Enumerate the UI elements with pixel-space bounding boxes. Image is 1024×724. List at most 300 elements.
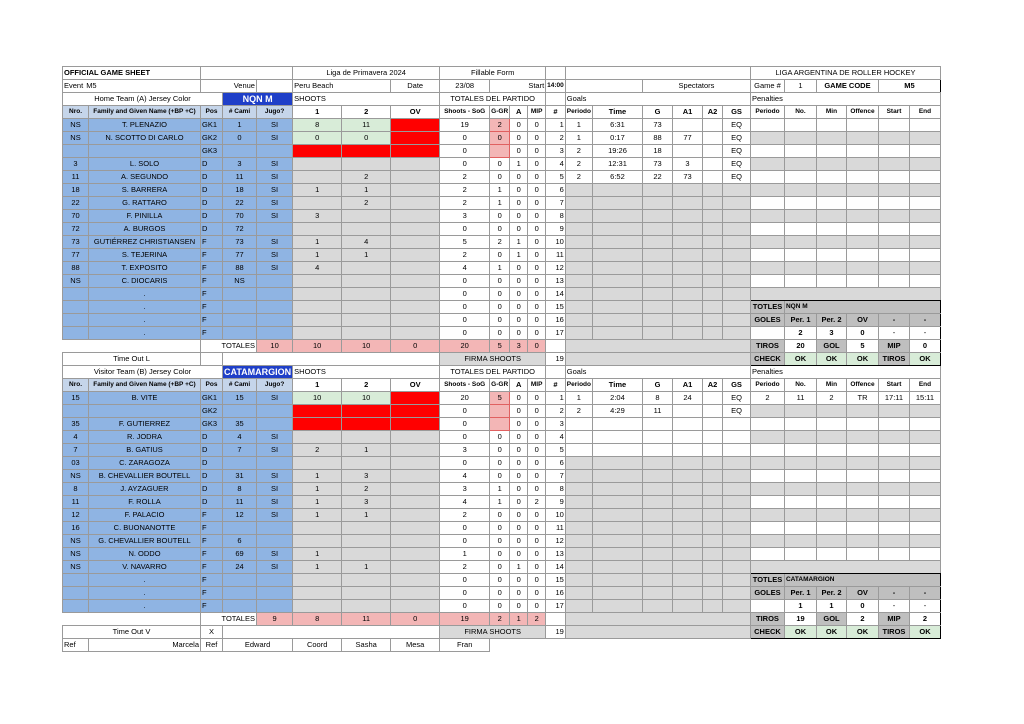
- player-jugo[interactable]: SI: [256, 483, 292, 496]
- player-nro[interactable]: 15: [63, 392, 89, 405]
- player-jugo[interactable]: [256, 314, 292, 327]
- player-shoots-p1[interactable]: [293, 431, 342, 444]
- player-name[interactable]: S. BARRERA: [89, 184, 201, 197]
- player-shoots-p2[interactable]: [342, 262, 391, 275]
- player-shoots-p2[interactable]: 1: [342, 184, 391, 197]
- player-cami[interactable]: 88: [223, 262, 257, 275]
- player-shoots-ov[interactable]: [391, 483, 440, 496]
- player-nro[interactable]: 35: [63, 418, 89, 431]
- col-name: Family and Given Name (+BP +C): [89, 106, 201, 119]
- player-jugo[interactable]: SI: [256, 210, 292, 223]
- player-nro[interactable]: [63, 301, 89, 314]
- tiros-label: TIROS: [750, 340, 784, 353]
- blank: [750, 561, 940, 574]
- player-nro[interactable]: 4: [63, 431, 89, 444]
- player-shoots-p1[interactable]: [293, 574, 342, 587]
- player-jugo[interactable]: SI: [256, 171, 292, 184]
- player-shoots-p1[interactable]: [293, 587, 342, 600]
- player-shoots-p1[interactable]: 2: [293, 444, 342, 457]
- player-jugo[interactable]: [256, 145, 292, 158]
- player-shoots-p2[interactable]: [342, 301, 391, 314]
- player-shoots-ov[interactable]: [391, 548, 440, 561]
- player-nro[interactable]: NS: [63, 132, 89, 145]
- player-cami[interactable]: [223, 457, 257, 470]
- penalty-cell: [750, 431, 784, 444]
- player-nro[interactable]: NS: [63, 470, 89, 483]
- ref1-name[interactable]: Marcela: [89, 639, 201, 652]
- player-name[interactable]: J. AYZAGUER: [89, 483, 201, 496]
- player-cami[interactable]: [223, 522, 257, 535]
- player-shoots-p2[interactable]: [342, 145, 391, 158]
- player-name[interactable]: G. RATTARO: [89, 197, 201, 210]
- player-sog: 2: [440, 509, 490, 522]
- player-jugo[interactable]: [256, 600, 292, 613]
- player-cami[interactable]: 4: [223, 431, 257, 444]
- player-shoots-p2[interactable]: 11: [342, 119, 391, 132]
- player-shoots-p1[interactable]: [293, 405, 342, 418]
- player-shoots-p2[interactable]: 1: [342, 561, 391, 574]
- player-shoots-p1[interactable]: [293, 314, 342, 327]
- goal-gs: [722, 249, 750, 262]
- goal-row-number: 2: [546, 405, 566, 418]
- player-nro[interactable]: 8: [63, 483, 89, 496]
- player-cami[interactable]: [223, 574, 257, 587]
- player-shoots-p2[interactable]: [342, 548, 391, 561]
- player-shoots-p2[interactable]: [342, 158, 391, 171]
- player-shoots-ov[interactable]: [391, 288, 440, 301]
- player-shoots-p2[interactable]: 4: [342, 236, 391, 249]
- game-value[interactable]: 1: [784, 80, 816, 93]
- player-name[interactable]: [89, 405, 201, 418]
- player-jugo[interactable]: SI: [256, 392, 292, 405]
- player-shoots-ov[interactable]: [391, 249, 440, 262]
- player-a: 0: [510, 574, 528, 587]
- player-name[interactable]: S. TEJERINA: [89, 249, 201, 262]
- timeout-mark[interactable]: [201, 353, 223, 366]
- player-name[interactable]: A. BURGOS: [89, 223, 201, 236]
- player-shoots-p1[interactable]: [293, 535, 342, 548]
- player-shoots-p1[interactable]: 1: [293, 561, 342, 574]
- player-shoots-ov[interactable]: [391, 561, 440, 574]
- player-cami[interactable]: 72: [223, 223, 257, 236]
- player-shoots-p1[interactable]: [293, 223, 342, 236]
- penalty-cell: [816, 158, 846, 171]
- penalty-cell: [846, 522, 878, 535]
- player-shoots-p2[interactable]: [342, 327, 391, 340]
- player-name[interactable]: N. SCOTTO DI CARLO: [89, 132, 201, 145]
- player-cami[interactable]: 70: [223, 210, 257, 223]
- player-shoots-ov[interactable]: [391, 418, 440, 431]
- player-jugo[interactable]: SI: [256, 132, 292, 145]
- player-pos: GK2: [201, 405, 223, 418]
- penalty-cell: [909, 483, 940, 496]
- player-shoots-p2[interactable]: 3: [342, 470, 391, 483]
- player-name[interactable]: R. JODRA: [89, 431, 201, 444]
- player-cami[interactable]: [223, 587, 257, 600]
- timeout-mark[interactable]: X: [201, 626, 223, 639]
- player-shoots-ov[interactable]: [391, 210, 440, 223]
- player-nro[interactable]: 70: [63, 210, 89, 223]
- player-cami[interactable]: [223, 288, 257, 301]
- player-shoots-ov[interactable]: [391, 509, 440, 522]
- player-shoots-ov[interactable]: [391, 431, 440, 444]
- col-jugo: Jugo?: [256, 106, 292, 119]
- player-jugo[interactable]: SI: [256, 548, 292, 561]
- player-nro[interactable]: 7: [63, 444, 89, 457]
- player-shoots-ov[interactable]: [391, 301, 440, 314]
- player-cami[interactable]: 77: [223, 249, 257, 262]
- player-jugo[interactable]: [256, 418, 292, 431]
- player-cami[interactable]: 73: [223, 236, 257, 249]
- player-name[interactable]: F. PALACIO: [89, 509, 201, 522]
- player-jugo[interactable]: SI: [256, 236, 292, 249]
- player-cami[interactable]: 11: [223, 496, 257, 509]
- player-name[interactable]: .: [89, 600, 201, 613]
- player-nro[interactable]: 11: [63, 496, 89, 509]
- player-shoots-p1[interactable]: [293, 158, 342, 171]
- player-pos: F: [201, 249, 223, 262]
- player-mip: 0: [528, 184, 546, 197]
- goal-scorer: [642, 457, 672, 470]
- player-name[interactable]: F. ROLLA: [89, 496, 201, 509]
- ref-label-2: Ref: [201, 639, 223, 652]
- player-nro[interactable]: 73: [63, 236, 89, 249]
- penalty-cell: [909, 145, 940, 158]
- player-shoots-ov[interactable]: [391, 236, 440, 249]
- player-nro[interactable]: [63, 587, 89, 600]
- player-cami[interactable]: 22: [223, 197, 257, 210]
- player-shoots-p1[interactable]: [293, 418, 342, 431]
- summary-dash: -: [878, 327, 909, 340]
- player-shoots-p2[interactable]: [342, 587, 391, 600]
- player-jugo[interactable]: SI: [256, 249, 292, 262]
- player-shoots-p1[interactable]: [293, 275, 342, 288]
- player-shoots-p1[interactable]: 1: [293, 249, 342, 262]
- player-shoots-p1[interactable]: [293, 301, 342, 314]
- player-shoots-p2[interactable]: 1: [342, 509, 391, 522]
- player-name[interactable]: F. PINILLA: [89, 210, 201, 223]
- player-jugo[interactable]: SI: [256, 561, 292, 574]
- penalty-cell: [784, 184, 816, 197]
- player-name[interactable]: C. ZARAGOZA: [89, 457, 201, 470]
- player-nro[interactable]: NS: [63, 119, 89, 132]
- player-nro[interactable]: 77: [63, 249, 89, 262]
- player-shoots-p2[interactable]: [342, 522, 391, 535]
- player-shoots-p1[interactable]: 1: [293, 236, 342, 249]
- player-name[interactable]: T. EXPOSITO: [89, 262, 201, 275]
- player-shoots-p2[interactable]: 1: [342, 444, 391, 457]
- player-cami[interactable]: NS: [223, 275, 257, 288]
- player-nro[interactable]: [63, 288, 89, 301]
- player-name[interactable]: .: [89, 587, 201, 600]
- player-name[interactable]: .: [89, 288, 201, 301]
- player-shoots-p1[interactable]: [293, 600, 342, 613]
- blank: [223, 626, 440, 639]
- player-cami[interactable]: [223, 145, 257, 158]
- player-cami[interactable]: 15: [223, 392, 257, 405]
- player-jugo[interactable]: SI: [256, 509, 292, 522]
- penalty-cell: [846, 184, 878, 197]
- player-cami[interactable]: 69: [223, 548, 257, 561]
- player-nro[interactable]: 88: [63, 262, 89, 275]
- player-cami[interactable]: 12: [223, 509, 257, 522]
- goal-time: [592, 535, 642, 548]
- player-nro[interactable]: [63, 145, 89, 158]
- player-ggr: 0: [490, 548, 510, 561]
- player-nro[interactable]: [63, 574, 89, 587]
- player-name[interactable]: [89, 145, 201, 158]
- player-shoots-p1[interactable]: [293, 171, 342, 184]
- penalty-cell: [816, 236, 846, 249]
- player-jugo[interactable]: [256, 587, 292, 600]
- player-jugo[interactable]: SI: [256, 496, 292, 509]
- player-nro[interactable]: 11: [63, 171, 89, 184]
- player-name[interactable]: F. GUTIERREZ: [89, 418, 201, 431]
- player-jugo[interactable]: SI: [256, 262, 292, 275]
- ref2-name[interactable]: Edward: [223, 639, 293, 652]
- player-shoots-p1[interactable]: [293, 457, 342, 470]
- player-a: 0: [510, 197, 528, 210]
- player-name[interactable]: T. PLENAZIO: [89, 119, 201, 132]
- player-shoots-ov[interactable]: [391, 314, 440, 327]
- player-nro[interactable]: 16: [63, 522, 89, 535]
- player-jugo[interactable]: [256, 301, 292, 314]
- player-shoots-p2[interactable]: 2: [342, 171, 391, 184]
- player-shoots-p1[interactable]: [293, 327, 342, 340]
- player-jugo[interactable]: [256, 327, 292, 340]
- player-cami[interactable]: [223, 314, 257, 327]
- player-nro[interactable]: NS: [63, 275, 89, 288]
- player-shoots-p1[interactable]: 1: [293, 509, 342, 522]
- player-shoots-p1[interactable]: 10: [293, 392, 342, 405]
- player-cami[interactable]: 3: [223, 158, 257, 171]
- coord3-name[interactable]: Fran: [440, 639, 490, 652]
- player-cami[interactable]: [223, 327, 257, 340]
- player-shoots-p2[interactable]: [342, 223, 391, 236]
- player-shoots-ov[interactable]: [391, 535, 440, 548]
- player-cami[interactable]: [223, 600, 257, 613]
- player-shoots-ov[interactable]: [391, 262, 440, 275]
- player-pos: F: [201, 275, 223, 288]
- goal-row-number: [546, 340, 566, 353]
- player-shoots-p2[interactable]: [342, 418, 391, 431]
- col-mip: MIP: [528, 106, 546, 119]
- player-name[interactable]: .: [89, 314, 201, 327]
- player-nro[interactable]: [63, 405, 89, 418]
- player-cami[interactable]: 0: [223, 132, 257, 145]
- player-jugo[interactable]: SI: [256, 184, 292, 197]
- player-name[interactable]: B. CHEVALLIER BOUTELL: [89, 470, 201, 483]
- player-jugo[interactable]: SI: [256, 197, 292, 210]
- player-jugo[interactable]: [256, 223, 292, 236]
- player-shoots-p2[interactable]: [342, 600, 391, 613]
- player-shoots-ov[interactable]: [391, 392, 440, 405]
- player-shoots-p1[interactable]: 1: [293, 184, 342, 197]
- player-shoots-p2[interactable]: 0: [342, 132, 391, 145]
- coord1-name[interactable]: Sasha: [342, 639, 391, 652]
- player-cami[interactable]: 31: [223, 470, 257, 483]
- venue-value[interactable]: Peru Beach: [293, 80, 391, 93]
- player-nro[interactable]: NS: [63, 535, 89, 548]
- player-cami[interactable]: 11: [223, 171, 257, 184]
- coord2-name[interactable]: Mesa: [391, 639, 440, 652]
- player-shoots-ov[interactable]: [391, 132, 440, 145]
- penalty-cell: [909, 236, 940, 249]
- player-jugo[interactable]: [256, 288, 292, 301]
- player-shoots-p1[interactable]: 1: [293, 470, 342, 483]
- goal-a1: [672, 288, 702, 301]
- player-shoots-p1[interactable]: 4: [293, 262, 342, 275]
- player-cami[interactable]: [223, 405, 257, 418]
- player-jugo[interactable]: SI: [256, 119, 292, 132]
- player-shoots-ov[interactable]: [391, 184, 440, 197]
- player-shoots-p2[interactable]: 3: [342, 496, 391, 509]
- player-nro[interactable]: 3: [63, 158, 89, 171]
- player-name[interactable]: C. DIOCARIS: [89, 275, 201, 288]
- player-jugo[interactable]: [256, 574, 292, 587]
- player-nro[interactable]: 12: [63, 509, 89, 522]
- player-name[interactable]: .: [89, 301, 201, 314]
- totles-label: TOTLES: [750, 574, 784, 587]
- player-shoots-p1[interactable]: 0: [293, 132, 342, 145]
- penalty-cell: [846, 197, 878, 210]
- blank: [565, 639, 940, 652]
- player-cami[interactable]: [223, 301, 257, 314]
- player-name[interactable]: C. BUONANOTTE: [89, 522, 201, 535]
- player-jugo[interactable]: SI: [256, 158, 292, 171]
- player-pos: D: [201, 496, 223, 509]
- player-shoots-ov[interactable]: [391, 600, 440, 613]
- player-shoots-p1[interactable]: 3: [293, 210, 342, 223]
- penalty-cell: [784, 132, 816, 145]
- player-shoots-ov[interactable]: [391, 587, 440, 600]
- player-shoots-p1[interactable]: 1: [293, 496, 342, 509]
- player-jugo[interactable]: SI: [256, 470, 292, 483]
- player-shoots-ov[interactable]: [391, 275, 440, 288]
- col-a: A: [510, 106, 528, 119]
- player-shoots-p2[interactable]: [342, 275, 391, 288]
- player-shoots-p2[interactable]: [342, 210, 391, 223]
- player-cami[interactable]: 6: [223, 535, 257, 548]
- player-shoots-p2[interactable]: [342, 405, 391, 418]
- goal-periodo: [565, 314, 592, 327]
- player-shoots-ov[interactable]: [391, 470, 440, 483]
- player-name[interactable]: L. SOLO: [89, 158, 201, 171]
- player-shoots-ov[interactable]: [391, 197, 440, 210]
- player-ggr: 0: [490, 171, 510, 184]
- player-shoots-ov[interactable]: [391, 327, 440, 340]
- player-nro[interactable]: [63, 314, 89, 327]
- player-shoots-p1[interactable]: 8: [293, 119, 342, 132]
- player-jugo[interactable]: SI: [256, 444, 292, 457]
- player-shoots-p1[interactable]: [293, 197, 342, 210]
- player-shoots-ov[interactable]: [391, 223, 440, 236]
- player-shoots-p2[interactable]: [342, 431, 391, 444]
- player-shoots-ov[interactable]: [391, 171, 440, 184]
- player-shoots-p1[interactable]: [293, 145, 342, 158]
- player-nro[interactable]: 22: [63, 197, 89, 210]
- player-shoots-p2[interactable]: 1: [342, 249, 391, 262]
- player-shoots-ov[interactable]: [391, 145, 440, 158]
- player-nro[interactable]: NS: [63, 561, 89, 574]
- player-name[interactable]: GUTIÉRREZ CHRISTIANSEN: [89, 236, 201, 249]
- col-offence: Offence: [846, 379, 878, 392]
- goal-a1: [672, 600, 702, 613]
- player-shoots-ov[interactable]: [391, 444, 440, 457]
- player-sog: 0: [440, 301, 490, 314]
- player-nro[interactable]: 03: [63, 457, 89, 470]
- player-shoots-p2[interactable]: 10: [342, 392, 391, 405]
- player-shoots-ov[interactable]: [391, 574, 440, 587]
- player-name[interactable]: V. NAVARRO: [89, 561, 201, 574]
- player-shoots-p2[interactable]: 2: [342, 483, 391, 496]
- player-shoots-ov[interactable]: [391, 405, 440, 418]
- player-jugo[interactable]: [256, 522, 292, 535]
- player-nro[interactable]: NS: [63, 548, 89, 561]
- player-name[interactable]: A. SEGUNDO: [89, 171, 201, 184]
- player-shoots-p2[interactable]: [342, 314, 391, 327]
- event-value[interactable]: M5: [86, 81, 97, 90]
- player-shoots-p2[interactable]: 2: [342, 197, 391, 210]
- check-ok: OK: [909, 353, 940, 366]
- sheet-row: [63, 613, 941, 626]
- player-jugo[interactable]: SI: [256, 431, 292, 444]
- player-jugo[interactable]: [256, 405, 292, 418]
- player-shoots-p1[interactable]: [293, 288, 342, 301]
- player-cami[interactable]: 8: [223, 483, 257, 496]
- player-cami[interactable]: 7: [223, 444, 257, 457]
- start-value[interactable]: 14:00: [546, 80, 566, 93]
- player-shoots-p2[interactable]: [342, 535, 391, 548]
- player-name[interactable]: G. CHEVALLIER BOUTELL: [89, 535, 201, 548]
- player-cami[interactable]: 1: [223, 119, 257, 132]
- player-shoots-p2[interactable]: [342, 574, 391, 587]
- player-cami[interactable]: 24: [223, 561, 257, 574]
- player-jugo[interactable]: [256, 275, 292, 288]
- goal-periodo: [565, 548, 592, 561]
- player-shoots-p2[interactable]: [342, 457, 391, 470]
- player-cami[interactable]: 35: [223, 418, 257, 431]
- player-name[interactable]: B. VITE: [89, 392, 201, 405]
- player-shoots-ov[interactable]: [391, 457, 440, 470]
- player-name[interactable]: .: [89, 574, 201, 587]
- goal-a2: [702, 561, 722, 574]
- player-shoots-p2[interactable]: [342, 288, 391, 301]
- player-nro[interactable]: 72: [63, 223, 89, 236]
- player-jugo[interactable]: [256, 457, 292, 470]
- player-nro[interactable]: [63, 600, 89, 613]
- player-shoots-p1[interactable]: 1: [293, 483, 342, 496]
- game-code-value[interactable]: M5: [878, 80, 940, 93]
- player-shoots-ov[interactable]: [391, 522, 440, 535]
- player-name[interactable]: .: [89, 327, 201, 340]
- player-shoots-p1[interactable]: 1: [293, 548, 342, 561]
- player-nro[interactable]: 18: [63, 184, 89, 197]
- player-jugo[interactable]: [256, 535, 292, 548]
- goal-periodo: [565, 236, 592, 249]
- player-shoots-ov[interactable]: [391, 119, 440, 132]
- penalty-cell: [816, 262, 846, 275]
- goal-periodo: [565, 444, 592, 457]
- player-name[interactable]: B. GATIUS: [89, 444, 201, 457]
- player-shoots-ov[interactable]: [391, 158, 440, 171]
- player-shoots-p1[interactable]: [293, 522, 342, 535]
- player-nro[interactable]: [63, 327, 89, 340]
- player-shoots-ov[interactable]: [391, 496, 440, 509]
- date-value[interactable]: 23/08: [440, 80, 490, 93]
- player-name[interactable]: N. ODDO: [89, 548, 201, 561]
- player-cami[interactable]: 18: [223, 184, 257, 197]
